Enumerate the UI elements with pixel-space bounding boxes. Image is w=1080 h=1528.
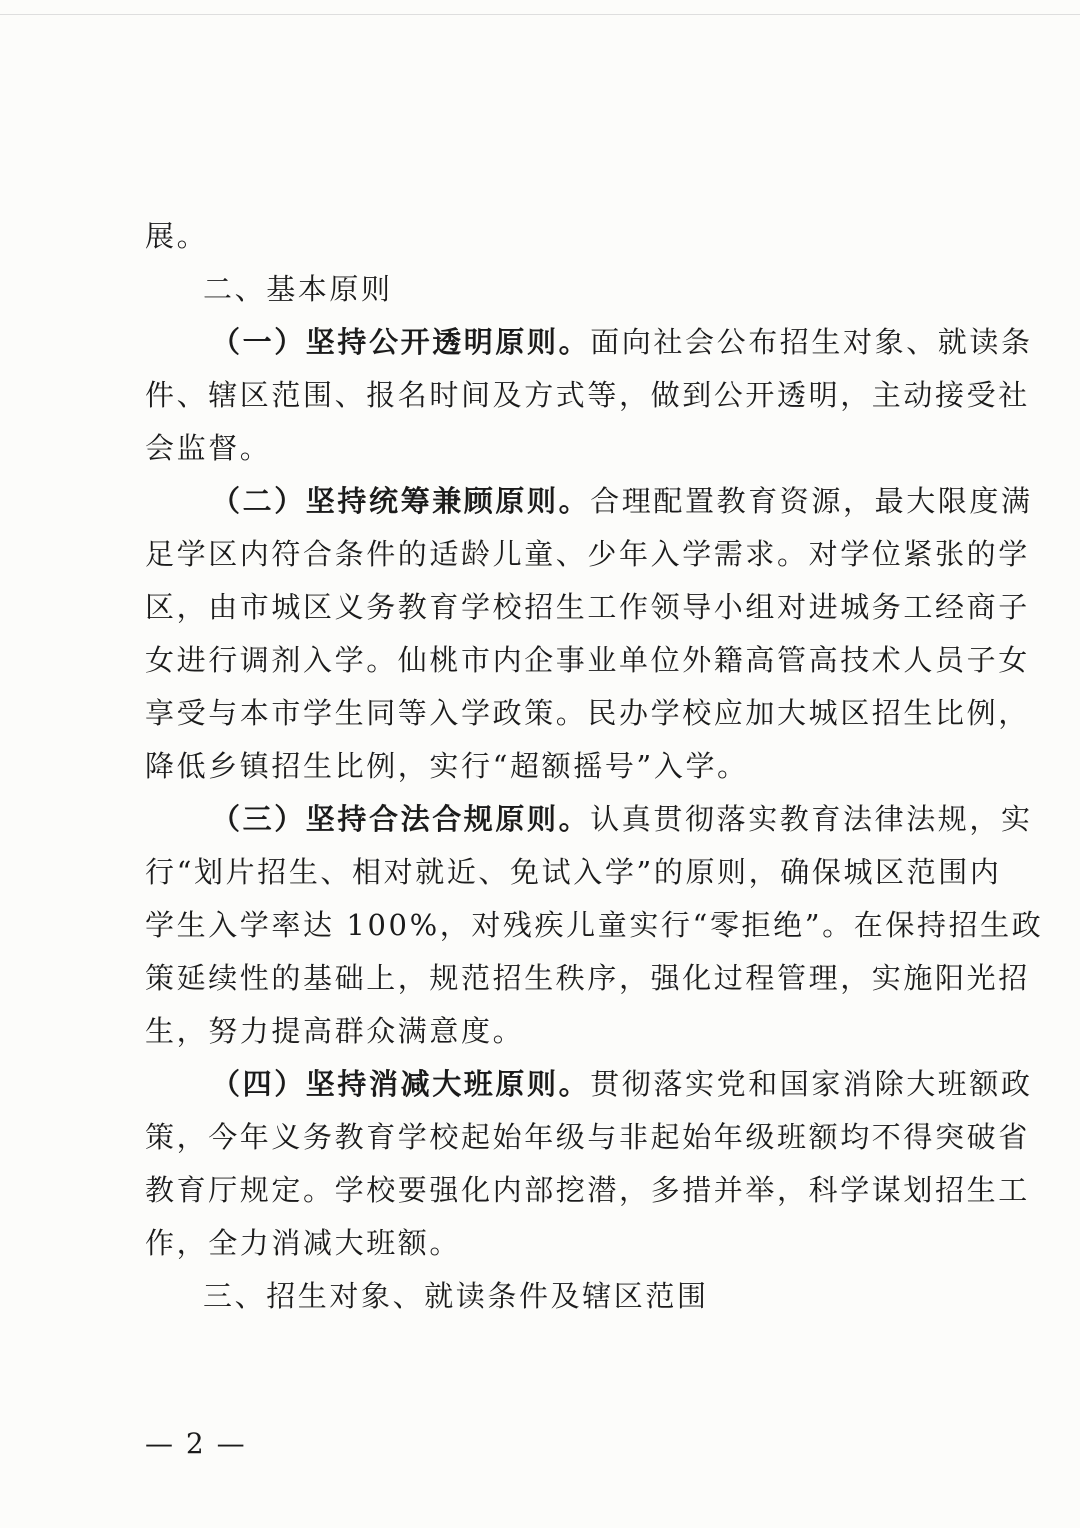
principle-4 (145, 1058, 1033, 1270)
principle-2 (145, 475, 1033, 793)
principle-2-line-5: 享受与本市学生同等入学政策。民办学校应加大城区招生比例， (145, 696, 1030, 730)
principle-2-line-3: 区，由市城区义务教育学校招生工作领导小组对进城务工经商子 (145, 590, 1030, 624)
principle-3-line-5: 生，努力提高群众满意度。 (145, 1014, 525, 1048)
principle-2-line-6: 降低乡镇招生比例，实行“超额摇号”入学。 (145, 749, 749, 783)
principle-3-line-2: 行“划片招生、相对就近、免试入学”的原则，确保城区范围内 (145, 855, 1002, 889)
principle-3-line-4: 策延续性的基础上，规范招生秩序，强化过程管理，实施阳光招 (145, 961, 1030, 995)
principle-1-line-3: 会监督。 (145, 431, 272, 465)
principle-2-line-2: 足学区内符合条件的适龄儿童、少年入学需求。对学位紧张的学 (145, 537, 1030, 571)
continuation-text: 展。 (145, 219, 209, 253)
principle-3-line-3: 学生入学率达 100%，对残疾儿童实行“零拒绝”。在保持招生政 (145, 908, 1044, 942)
principle-1-line-1: 面向社会公布招生对象、就读条 (590, 325, 1033, 359)
principle-2-line-1: 合理配置教育资源，最大限度满 (590, 484, 1033, 518)
principle-4-line-1: 贯彻落实党和国家消除大班额政 (590, 1067, 1033, 1101)
section-heading-2: 二、基本原则 (203, 272, 393, 306)
section-heading-3: 三、招生对象、就读条件及辖区范围 (203, 1279, 709, 1313)
top-edge-line (0, 14, 1080, 15)
document-body (145, 210, 1044, 1323)
principle-3-title: （三）坚持合法合规原则。 (211, 802, 591, 836)
page-number: — 2 — (145, 1427, 247, 1460)
principle-4-title: （四）坚持消减大班原则。 (211, 1067, 591, 1101)
principle-4-line-3: 教育厅规定。学校要强化内部挖潜，多措并举，科学谋划招生工 (145, 1173, 1030, 1207)
principle-3-line-1: 认真贯彻落实教育法律法规，实 (590, 802, 1033, 836)
principle-1-title: （一）坚持公开透明原则。 (211, 325, 591, 359)
principle-4-line-4: 作，全力消减大班额。 (145, 1226, 462, 1260)
principle-2-title: （二）坚持统筹兼顾原则。 (211, 484, 591, 518)
principle-1 (145, 316, 1033, 475)
principle-4-line-2: 策，今年义务教育学校起始年级与非起始年级班额均不得突破省 (145, 1120, 1030, 1154)
principle-3 (145, 793, 1044, 1058)
principle-2-line-4: 女进行调剂入学。仙桃市内企事业单位外籍高管高技术人员子女 (145, 643, 1030, 677)
principle-1-line-2: 件、辖区范围、报名时间及方式等，做到公开透明，主动接受社 (145, 378, 1030, 412)
